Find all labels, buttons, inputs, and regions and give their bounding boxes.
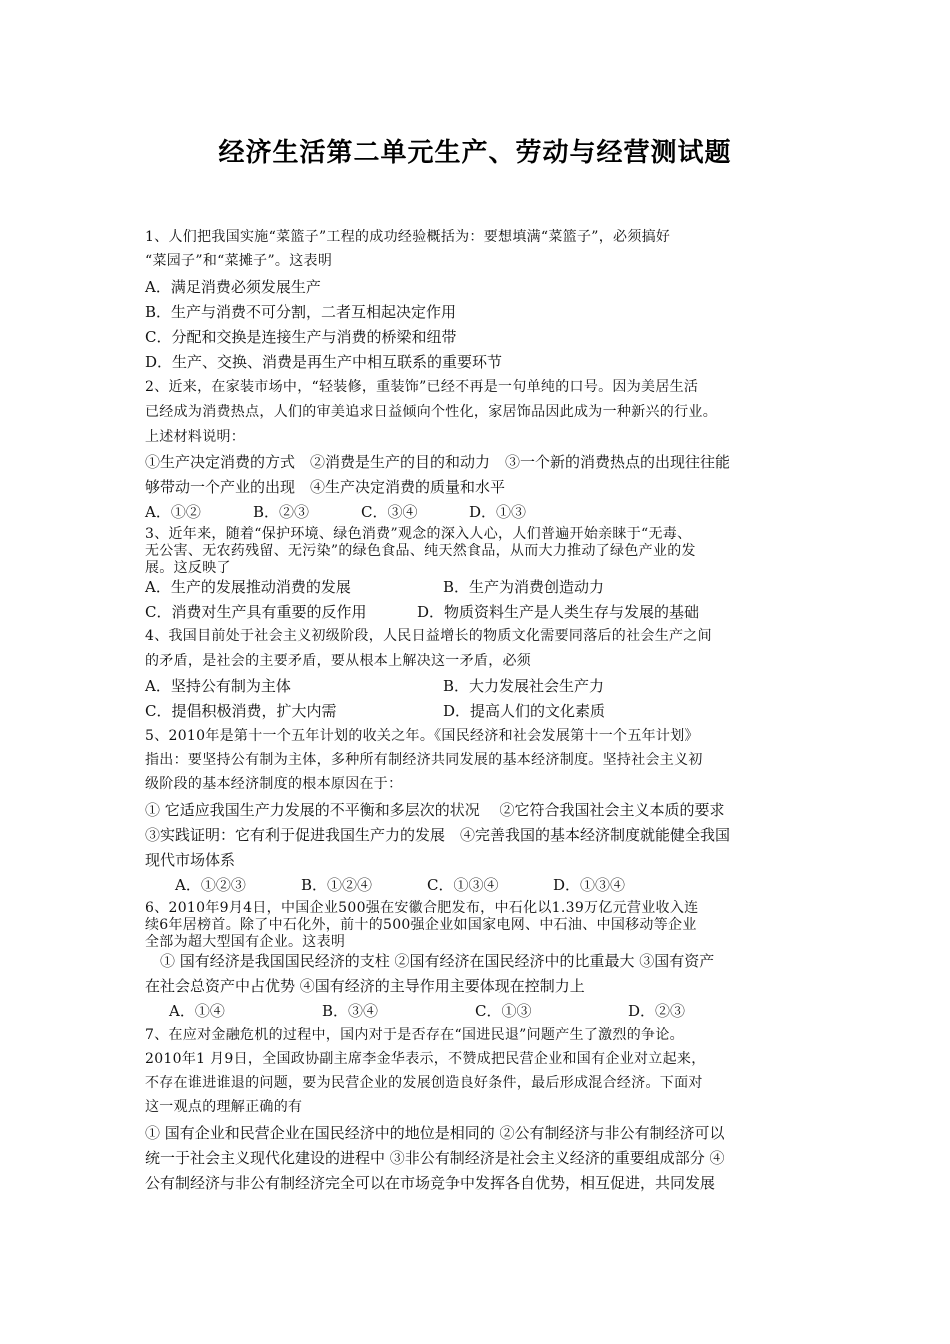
question-1-option-a: A．满足消费必须发展生产	[145, 278, 321, 296]
question-7-statement-line-3: 公有制经济与非公有制经济完全可以在市场竞争中发挥各自优势，相互促进，共同发展	[145, 1174, 716, 1192]
question-4-stem-line-2: 的矛盾，是社会的主要矛盾，要从根本上解决这一矛盾，必须	[145, 653, 532, 669]
question-3-options-row-1	[145, 576, 604, 597]
question-4-option-a: A．坚持公有制为主体	[145, 677, 291, 695]
question-6-option-d: D．②③	[628, 1002, 686, 1020]
question-5-option-b: B．①②④	[301, 876, 373, 894]
question-5-stem-line-1: 5、2010年是第十一个五年计划的收关之年。《国民经济和社会发展第十一个五年计划》	[145, 728, 699, 744]
question-3-option-d: D．物质资料生产是人类生存与发展的基础	[417, 603, 700, 621]
question-2-statement-line-1: ①生产决定消费的方式 ②消费是生产的目的和动力 ③一个新的消费热点的出现往往能	[145, 453, 731, 471]
question-7-statement-line-2: 统一于社会主义现代化建设的进程中 ③非公有制经济是社会主义经济的重要组成部分 ④	[145, 1149, 725, 1167]
question-5-option-c: C．①③④	[427, 876, 499, 894]
question-4-option-c: C．提倡积极消费，扩大内需	[145, 702, 337, 720]
question-3-options-row-2	[145, 601, 699, 622]
question-5-options	[175, 874, 625, 895]
question-3-stem-line-1: 3、近年来，随着“保护环境、绿色消费”观念的深入人心，人们普遍开始亲睐于“无毒、	[145, 526, 692, 542]
question-4-stem-line-1: 4、我国目前处于社会主义初级阶段，人民日益增长的物质文化需要同落后的社会生产之间	[145, 628, 712, 644]
question-4-options-row-2	[145, 700, 605, 721]
question-4-option-b: B．大力发展社会生产力	[443, 677, 605, 695]
question-6-statement-line-1: ① 国有经济是我国国民经济的支柱 ②国有经济在国民经济中的比重最大 ③国有资产	[145, 952, 715, 970]
question-6-options	[169, 1000, 685, 1021]
question-4-options-row-1	[145, 675, 604, 696]
question-2-options	[145, 501, 526, 522]
question-5-stem-line-2: 指出：要坚持公有制为主体，多种所有制经济共同发展的基本经济制度。坚持社会主义初	[145, 752, 703, 768]
question-7-stem-line-4: 这一观点的理解正确的有	[145, 1099, 303, 1115]
question-7-statement-line-1: ① 国有企业和民营企业在国民经济中的地位是相同的 ②公有制经济与非公有制经济可以	[145, 1124, 725, 1142]
question-2-option-d: D．①③	[469, 503, 527, 521]
question-6-stem-line-2: 续6年居榜首。除了中石化外，前十的500强企业如国家电网、中石油、中国移动等企业	[145, 917, 697, 933]
question-6-statement-line-2: 在社会总资产中占优势 ④国有经济的主导作用主要体现在控制力上	[145, 977, 585, 995]
question-3-option-b: B．生产为消费创造动力	[443, 578, 605, 596]
question-3-stem-line-3: 展。这反映了	[145, 560, 231, 576]
question-3-option-c: C．消费对生产具有重要的反作用	[145, 603, 367, 621]
question-2-stem-line-1: 2、近来，在家装市场中，“轻装修，重装饰”已经不再是一句单纯的口号。因为美居生活	[145, 379, 699, 395]
question-3-stem-line-2: 无公害、无农药残留、无污染”的绿色食品、纯天然食品，从而大力推动了绿色产业的发	[145, 543, 696, 559]
question-2-stem-line-2: 已经成为消费热点，人们的审美追求日益倾向个性化，家居饰品因此成为一种新兴的行业。	[145, 404, 717, 420]
question-1-option-d: D．生产、交换、消费是再生产中相互联系的重要环节	[145, 353, 503, 371]
question-4-option-d: D．提高人们的文化素质	[443, 702, 606, 720]
question-1-stem-line-2: “菜园子”和“菜摊子”。这表明	[145, 253, 333, 269]
question-5-option-a: A．①②③	[175, 876, 246, 894]
question-6-option-a: A．①④	[169, 1002, 225, 1020]
question-2-stem-line-3: 上述材料说明：	[145, 429, 246, 445]
question-7-stem-line-1: 7、在应对金融危机的过程中，国内对于是否存在“国进民退”问题产生了激烈的争论。	[145, 1027, 684, 1043]
question-2-option-a: A．①②	[145, 503, 201, 521]
document-title: 经济生活第二单元生产、劳动与经营测试题	[218, 138, 732, 168]
question-6-option-c: C．①③	[475, 1002, 532, 1020]
question-1-stem-line-1: 1、人们把我国实施“菜篮子”工程的成功经验概括为：要想填满“菜篮子”，必须搞好	[145, 229, 671, 245]
question-5-option-d: D．①③④	[553, 876, 626, 894]
question-5-statement-line-3: 现代市场体系	[145, 851, 236, 869]
question-5-statement-line-1: ① 它适应我国生产力发展的不平衡和多层次的状况 ②它符合我国社会主义本质的要求	[145, 801, 725, 819]
question-5-statement-line-2: ③实践证明：它有利于促进我国生产力的发展 ④完善我国的基本经济制度就能健全我国	[145, 826, 731, 844]
question-6-option-b: B．③④	[322, 1002, 379, 1020]
question-2-option-c: C．③④	[361, 503, 418, 521]
question-5-stem-line-3: 级阶段的基本经济制度的根本原因在于：	[145, 776, 403, 792]
question-2-statement-line-2: 够带动一个产业的出现 ④生产决定消费的质量和水平	[145, 478, 506, 496]
question-3-option-a: A．生产的发展推动消费的发展	[145, 578, 351, 596]
question-7-stem-line-2: 2010年1 月9日，全国政协副主席李金华表示，不赞成把民营企业和国有企业对立起来，	[145, 1051, 706, 1067]
question-6-stem-line-3: 全部为超大型国有企业。这表明	[145, 934, 346, 950]
question-2-option-b: B．②③	[253, 503, 310, 521]
question-7-stem-line-3: 不存在谁进谁退的问题，要为民营企业的发展创造良好条件，最后形成混合经济。下面对	[145, 1075, 703, 1091]
question-1-option-c: C．分配和交换是连接生产与消费的桥梁和纽带	[145, 328, 457, 346]
question-6-stem-line-1: 6、2010年9月4日，中国企业500强在安徽合肥发布，中石化以1.39万亿元营业收入连	[145, 900, 699, 916]
question-1-option-b: B．生产与消费不可分割，二者互相起决定作用	[145, 303, 457, 321]
